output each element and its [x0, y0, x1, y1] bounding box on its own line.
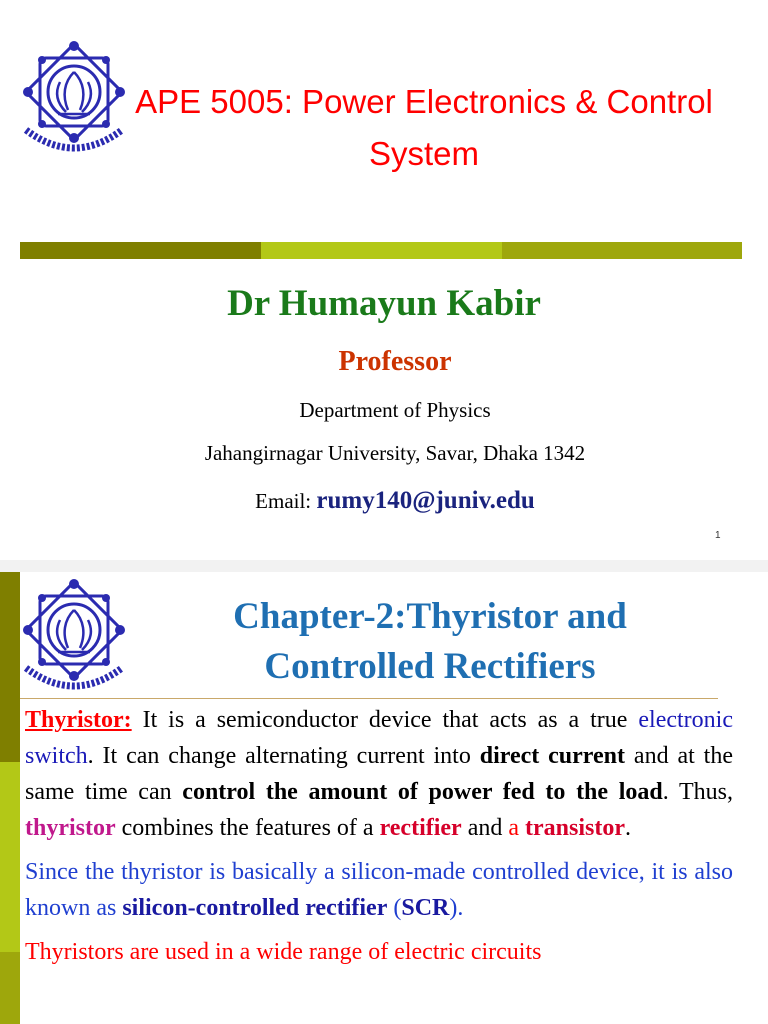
text-span: . Thus, — [662, 779, 733, 805]
email-label: Email: — [255, 489, 312, 513]
text-span-a: a — [508, 815, 526, 841]
course-title: APE 5005: Power Electronics & Control System — [135, 83, 713, 172]
text-span: combines the features of a — [115, 815, 380, 841]
author-role: Professor — [338, 346, 452, 377]
highlight-electronic-switch: electronic switch — [25, 707, 733, 769]
university-logo-icon — [18, 576, 130, 698]
term-thyristor: Thyristor: — [25, 707, 132, 733]
highlight-scr: SCR — [401, 895, 450, 921]
highlight-control-power: control the amount of power fed to the load — [182, 779, 663, 805]
highlight-rectifier: rectifier — [379, 815, 462, 841]
text-span: . — [625, 815, 632, 841]
university: Jahangirnagar University, Savar, Dhaka 1342 — [204, 441, 586, 465]
university-logo-icon — [18, 38, 130, 160]
author-name: Dr Humayun Kabir — [227, 283, 541, 324]
email-link[interactable]: rumy140@juniv.edu — [316, 487, 535, 514]
highlight-transistor: transistor — [525, 815, 626, 841]
title-rule — [20, 698, 718, 699]
chapter-title — [130, 592, 730, 692]
text-span: . It can change alternating current into — [87, 743, 480, 769]
text-span: It is a semiconductor device that acts as a true — [131, 707, 639, 733]
page-number: 1 — [715, 530, 721, 541]
text-span: Since the thyristor is basically a silicon-made controlled device, it is also known as — [25, 859, 733, 921]
highlight-thyristor: thyristor — [25, 815, 116, 841]
highlight-direct-current: direct current — [479, 743, 626, 769]
paragraph-uses: Thyristors are used in a wide range of electric circuits — [25, 939, 542, 965]
paragraph-thyristor-definition — [25, 702, 733, 846]
text-span: ). — [449, 895, 464, 921]
text-span: and at the same time can — [25, 743, 733, 805]
text-span: and — [461, 815, 509, 841]
text-span: ( — [387, 895, 402, 921]
chapter-title-line1: Chapter-2:Thyristor and — [233, 596, 627, 637]
email-line — [0, 487, 768, 515]
department: Department of Physics — [299, 398, 491, 422]
chapter-title-line2: Controlled Rectifiers — [264, 646, 596, 687]
highlight-scr-full: silicon-controlled rectifier — [122, 895, 388, 921]
divider-bar — [20, 242, 742, 259]
content-slide — [0, 572, 768, 1024]
sidebar-accent — [0, 572, 20, 1024]
slide-body — [25, 702, 733, 978]
paragraph-scr — [25, 854, 733, 926]
slide-separator — [0, 560, 768, 572]
